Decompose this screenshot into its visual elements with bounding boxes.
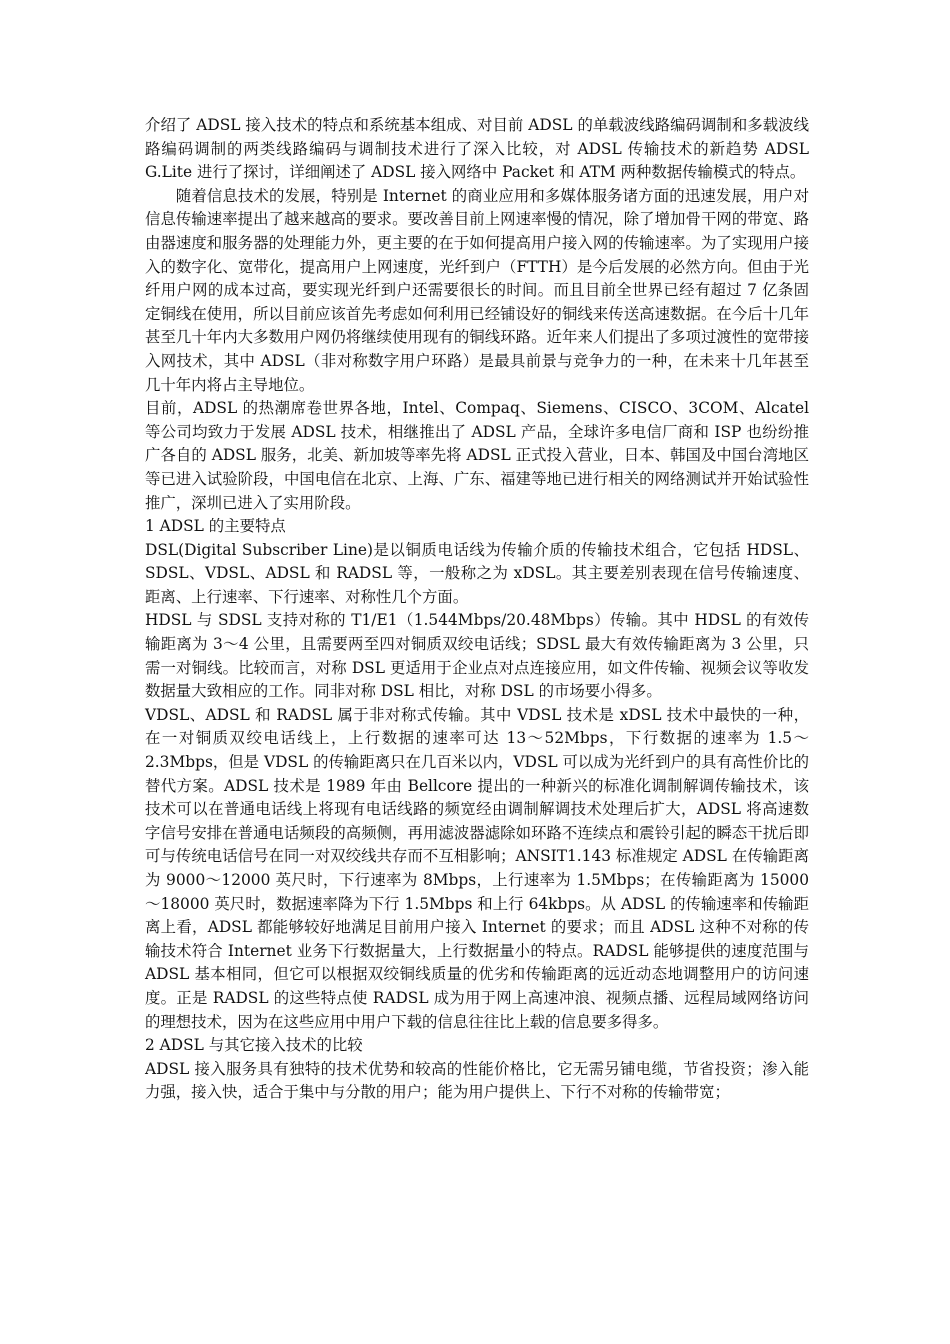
intro-paragraph: 介绍了 ADSL 接入技术的特点和系统基本组成、对目前 ADSL 的单载波线路编码调制和多载波线路编码调制的两类线路编码与调制技术进行了深入比较，对 ADSL 传输技术的新趋势 ADSL G.Lite 进行了探讨，详细阐述了 ADSL 接入网络中 Packet 和 ATM 两种数据传输模式的特点。	[145, 116, 809, 182]
background-paragraph: 随着信息技术的发展，特别是 Internet 的商业应用和多媒体服务诸方面的迅速发展，用户对信息传输速率提出了越来越高的要求。要改善目前上网速率慢的情况，除了增加骨干网的带宽、路由器速度和服务器的处理能力外，更主要的在于如何提高用户接入网的传输速率。为了实现用户接入的数字化、宽带化，提高用户上网速度，光纤到户（FTTH）是今后发展的必然方向。但由于光纤用户网的成本过高，要实现光纤到户还需要很长的时间。而且目前全世界已经有超过 7 亿条固定铜线在使用，所以目前应该首先考虑如何利用已经铺设好的铜线来传送高速数据。在今后十几年甚至几十年内大多数用户网仍将继续使用现有的铜线环路。近年来人们提出了多项过渡性的宽带接入网技术，其中 ADSL（非对称数字用户环路）是最具前景与竞争力的一种，在未来十几年甚至几十年内将占主导地位。	[145, 186, 809, 394]
symmetric-dsl-paragraph: HDSL 与 SDSL 支持对称的 T1/E1（1.544Mbps/20.48Mbps）传输。其中 HDSL 的有效传输距离为 3～4 公里，且需要两至四对铜质双绞电话线；SDSL 最大有效传输距离为 3 公里，只需一对铜线。比较而言，对称 DSL 更适用于企业点对点连接应用，如文件传输、视频会议等收发数据量大致相应的工作。同非对称 DSL 相比，对称 DSL 的市场要小得多。	[145, 611, 809, 701]
document-body	[145, 114, 809, 1105]
section-heading-2: 2 ADSL 与其它接入技术的比较	[145, 1036, 363, 1055]
dsl-overview-paragraph: DSL(Digital Subscriber Line)是以铜质电话线为传输介质的传输技术组合，它包括 HDSL、SDSL、VDSL、ADSL 和 RADSL 等，一般称之为 xDSL。其主要差别表现在信号传输速度、距离、上行速率、下行速率、对称性几个方面。	[145, 540, 809, 606]
section-heading-1: 1 ADSL 的主要特点	[145, 517, 286, 536]
market-paragraph: 目前，ADSL 的热潮席卷世界各地，Intel、Compaq、Siemens、CISCO、3COM、Alcatel 等公司均致力于发展 ADSL 技术，相继推出了 ADSL 产品，全球许多电信厂商和 ISP 也纷纷推广各自的 ADSL 服务，北美、新加坡等率先将 ADSL 正式投入营业，日本、韩国及中国台湾地区等已进入试验阶段，中国电信在北京、上海、广东、福建等地已进行相关的网络测试并开始试验性推广，深圳已进入了实用阶段。	[145, 399, 809, 512]
asymmetric-dsl-paragraph: VDSL、ADSL 和 RADSL 属于非对称式传输。其中 VDSL 技术是 xDSL 技术中最快的一种，在一对铜质双绞电话线上，上行数据的速率可达 13～52Mbps，下行数据的速率为 1.5～2.3Mbps，但是 VDSL 的传输距离只在几百米以内，VDSL 可以成为光纤到户的具有高性价比的替代方案。ADSL 技术是 1989 年由 Bellcore 提出的一种新兴的标准化调制解调传输技术，该技术可以在普通电话线上将现有电话线路的频宽经由调制解调技术处理后扩大，ADSL 将高速数字信号安排在普通电话频段的高频侧，再用滤波器滤除如环路不连续点和震铃引起的瞬态干扰后即可与传统电话信号在同一对双绞线共存而不互相影响；ANSIT1.143 标准规定 ADSL 在传输距离为 9000～12000 英尺时，下行速率为 8Mbps，上行速率为 1.5Mbps；在传输距离为 15000～18000 英尺时，数据速率降为下行 1.5Mbps 和上行 64kbps。从 ADSL 的传输速率和传输距离上看，ADSL 都能够较好地满足目前用户接入 Internet 的要求；而且 ADSL 这种不对称的传输技术符合 Internet 业务下行数据量大，上行数据量小的特点。RADSL 能够提供的速度范围与 ADSL 基本相同，但它可以根据双绞铜线质量的优劣和传输距离的远近动态地调整用户的访问速度。正是 RADSL 的这些特点使 RADSL 成为用于网上高速冲浪、视频点播、远程局域网络访问的理想技术，因为在这些应用中用户下载的信息往往比上载的信息要多得多。	[145, 705, 809, 1031]
adsl-advantages-paragraph: ADSL 接入服务具有独特的技术优势和较高的性能价格比，它无需另铺电缆，节省投资；渗入能力强，接入快，适合于集中与分散的用户；能为用户提供上、下行不对称的传输带宽；	[145, 1059, 809, 1102]
